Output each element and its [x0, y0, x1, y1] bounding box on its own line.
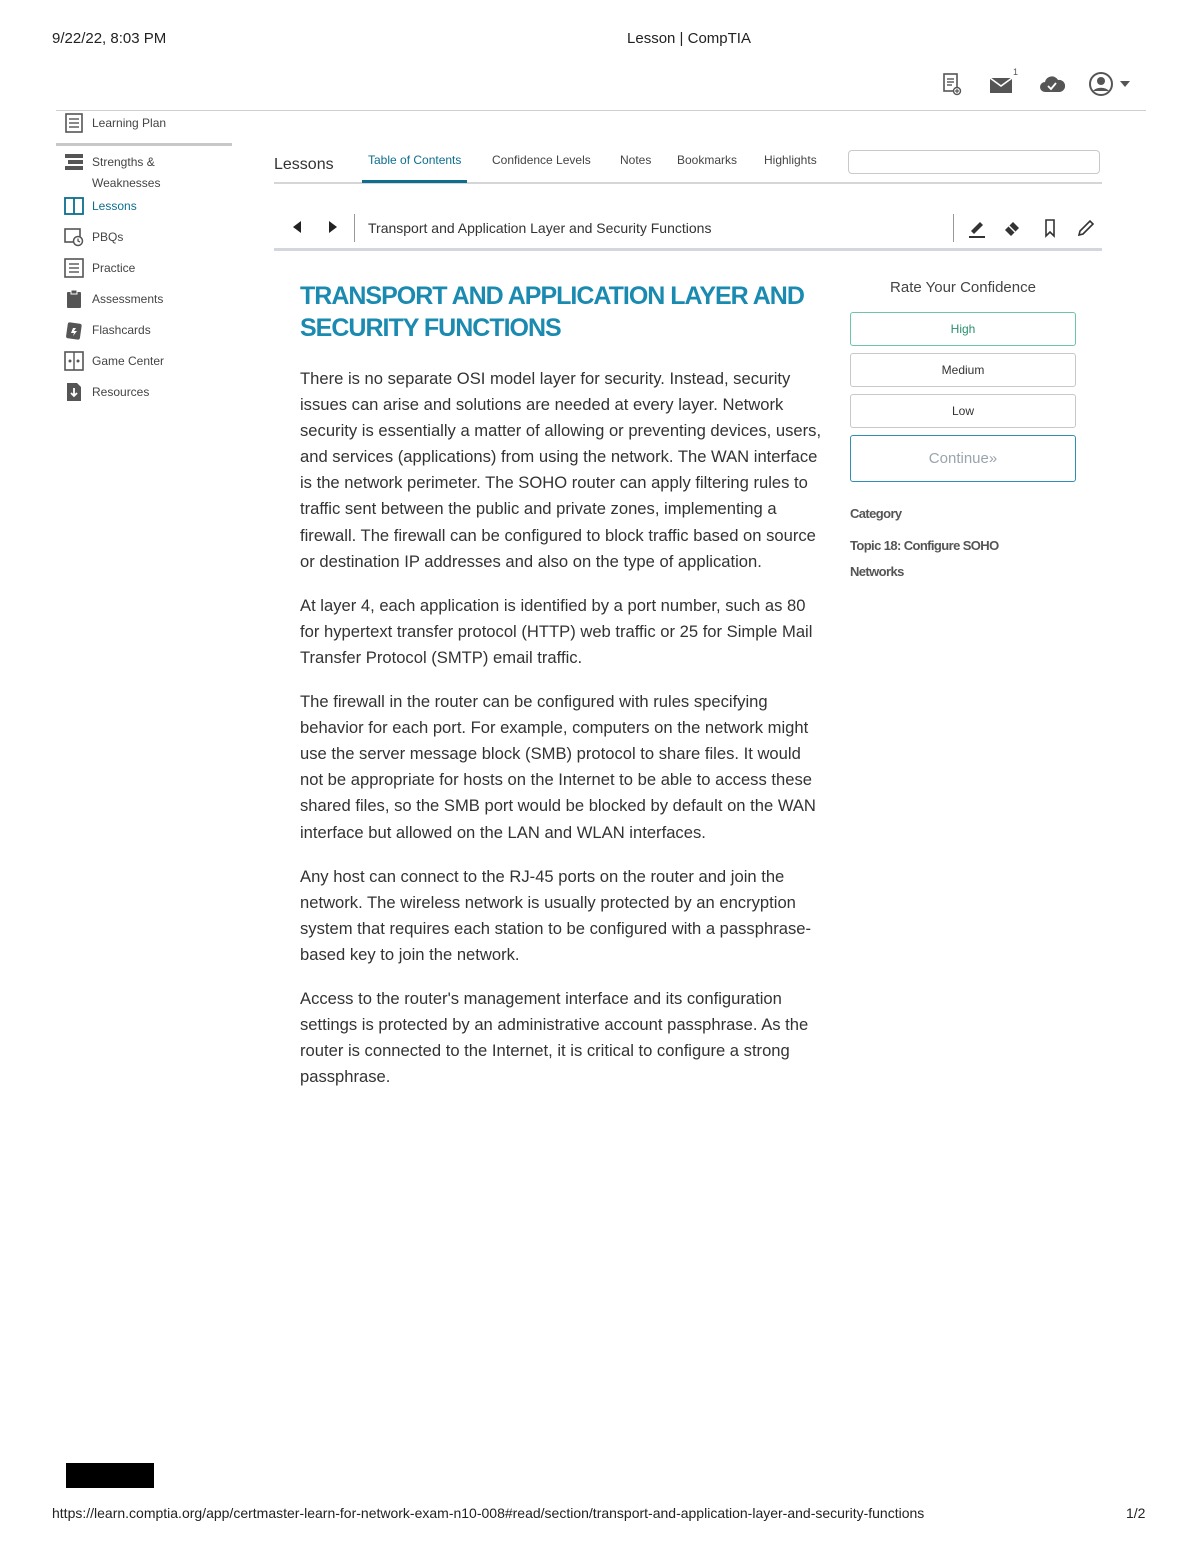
sidebar-item-pbqs[interactable] — [56, 227, 232, 258]
lesson-paragraph: Any host can connect to the RJ-45 ports on the router and join the network. The wireless network is usually protected by an encryption system that requires each station to be configured with a passphrase-based key to join the network. — [300, 866, 811, 964]
redaction-box — [66, 1463, 154, 1488]
sidebar-item-game-center[interactable] — [56, 351, 232, 382]
section-navbar — [274, 212, 1102, 251]
print-title: Lesson | CompTIA — [627, 30, 751, 47]
category-label: Category — [850, 506, 902, 521]
confidence-medium-button[interactable]: Medium — [850, 353, 1076, 387]
game-icon — [64, 351, 84, 371]
nav-separator — [354, 214, 355, 242]
highlighter-icon — [966, 217, 988, 239]
chevron-right-icon — [327, 220, 339, 234]
tab-table-of-contents[interactable]: Table of Contents — [362, 153, 467, 183]
tools-separator — [953, 214, 954, 242]
sidebar-item-label: Flashcards — [92, 323, 151, 337]
chevron-left-icon — [291, 220, 303, 234]
confidence-low-button[interactable]: Low — [850, 394, 1076, 428]
strengths-icon — [64, 152, 84, 172]
lessons-tabs — [274, 148, 1102, 184]
lesson-paragraph: The firewall in the router can be configured with rules specifying behavior for each port. For example, computers on the network might use the server message block (SMB) protocol to share files. It would not be appropriate for hosts on the Internet to be able to access these shared files, so the SMB port would be blocked by default on the WAN interface but allowed on the LAN and WLAN interfaces. — [300, 692, 816, 842]
lesson-paragraph: At layer 4, each application is identified by a port number, such as 80 for hypertext transfer protocol (HTTP) web traffic or 25 for Simple Mail Transfer Protocol (SMTP) email traffic. — [300, 595, 813, 667]
cloud-icon[interactable] — [1038, 70, 1066, 98]
sidebar — [56, 113, 232, 413]
tab-bookmarks[interactable]: Bookmarks — [677, 153, 738, 167]
next-section-button[interactable] — [324, 218, 342, 236]
sidebar-item-label: Lessons — [92, 199, 137, 213]
confidence-high-button[interactable]: High — [850, 312, 1076, 346]
lesson-heading: TRANSPORT AND APPLICATION LAYER AND SECURITY FUNCTIONS — [300, 282, 804, 342]
book-icon — [64, 196, 84, 216]
learning-plan-icon — [64, 113, 84, 133]
search-input[interactable] — [848, 150, 1100, 174]
sidebar-item-flashcards[interactable] — [56, 320, 232, 351]
tab-confidence-levels[interactable]: Confidence Levels — [492, 153, 591, 167]
lesson-paragraph: Access to the router's management interface and its configuration settings is protected by an administrative account passphrase. As the router is connected to the Internet, it is critical to configure a strong passphrase. — [300, 988, 809, 1087]
highlight-button[interactable] — [965, 216, 989, 240]
note-button[interactable] — [1074, 216, 1098, 240]
sidebar-item-resources[interactable] — [56, 382, 232, 413]
print-url: https://learn.comptia.org/app/certmaster-learn-for-network-exam-n10-008#read/section/transport-and-application-layer-and-security-functions — [52, 1505, 925, 1521]
confidence-panel — [850, 276, 1076, 585]
print-header — [0, 30, 1200, 50]
previous-section-button[interactable] — [288, 218, 306, 236]
confidence-title: Rate Your Confidence — [890, 279, 1036, 296]
eraser-button[interactable] — [1000, 216, 1024, 240]
clipboard-icon — [64, 289, 84, 309]
sidebar-item-label: Resources — [92, 385, 150, 399]
user-icon[interactable] — [1088, 70, 1132, 98]
continue-button[interactable]: Continue» — [850, 435, 1076, 482]
mail-badge: 1 — [1012, 67, 1018, 77]
tab-highlights[interactable]: Highlights — [764, 153, 817, 167]
flashcards-icon — [64, 320, 84, 340]
sidebar-item-assessments[interactable] — [56, 289, 232, 320]
sidebar-item-label: Learning Plan — [92, 116, 167, 130]
print-page-number: 1/2 — [1126, 1505, 1146, 1521]
notes-icon[interactable] — [938, 70, 966, 98]
sidebar-item-label: PBQs — [92, 230, 124, 244]
mail-icon[interactable] — [988, 67, 1018, 98]
lesson-content — [300, 280, 828, 1108]
resources-icon — [64, 382, 84, 402]
section-title: Transport and Application Layer and Security Functions — [368, 220, 712, 236]
lesson-paragraph: There is no separate OSI model layer for security. Instead, security issues can arise and solutions are needed at every layer. Network security is essentially a matter of allowing or preventing devices, users, and services (applications) from using the network. The WAN interface is the network perimeter. The SOHO router can apply filtering rules to traffic sent between the public and private zones, implementing a firewall. The firewall can be configured to block traffic based on source or destination IP addresses and also on the type of application. — [300, 369, 822, 571]
sidebar-item-label: Assessments — [92, 292, 164, 306]
sidebar-item-label: Practice — [92, 261, 136, 275]
bookmark-icon — [1039, 217, 1061, 239]
pencil-icon — [1075, 217, 1097, 239]
sidebar-item-label: Strengths & Weaknesses — [92, 155, 161, 190]
lessons-title: Lessons — [274, 156, 334, 173]
tab-notes[interactable]: Notes — [620, 153, 652, 167]
eraser-icon — [1001, 217, 1023, 239]
sidebar-item-learning-plan[interactable] — [56, 113, 232, 146]
top-divider — [56, 110, 1146, 111]
sidebar-item-label: Game Center — [92, 354, 165, 368]
pbq-icon — [64, 227, 84, 247]
sidebar-item-practice[interactable] — [56, 258, 232, 289]
sidebar-item-lessons[interactable] — [56, 196, 232, 227]
sidebar-item-strengths-weaknesses[interactable] — [56, 152, 232, 196]
bookmark-button[interactable] — [1038, 216, 1062, 240]
practice-icon — [64, 258, 84, 278]
print-date: 9/22/22, 8:03 PM — [52, 30, 167, 47]
category-topic: Topic 18: Configure SOHO Networks — [850, 538, 999, 579]
topbar-icons — [938, 67, 1132, 98]
